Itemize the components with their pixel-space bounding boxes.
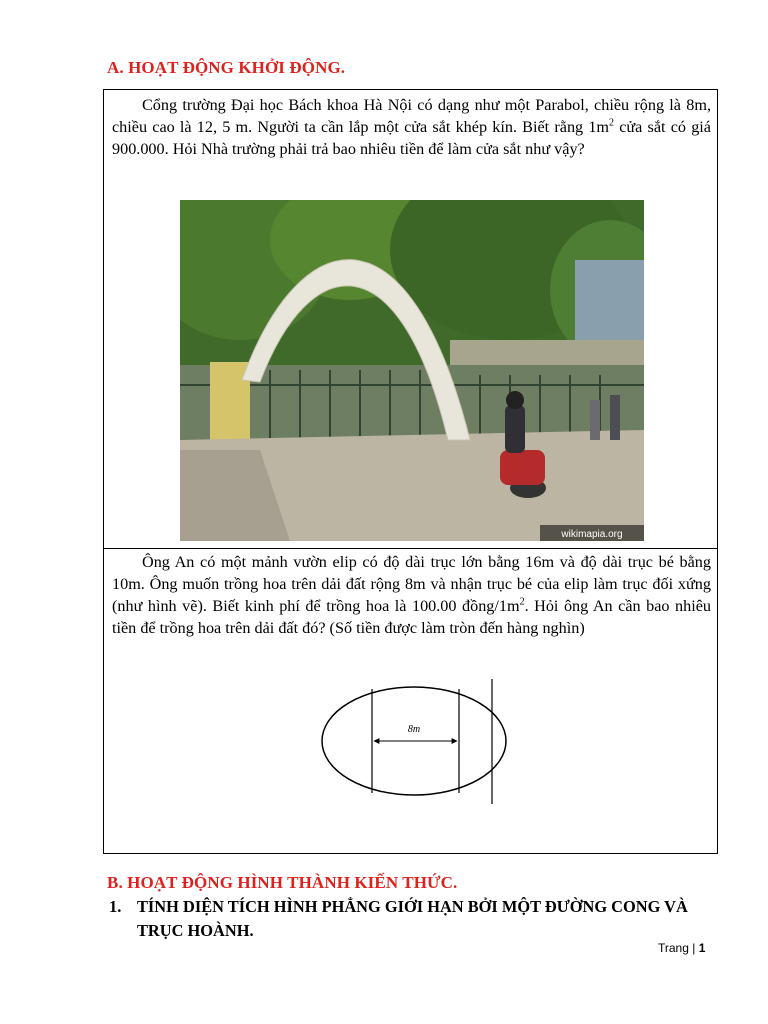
subsection-number: 1.: [109, 897, 122, 916]
section-b-heading: B. HOẠT ĐỘNG HÌNH THÀNH KIẾN THỨC.: [107, 873, 458, 892]
footer-separator: |: [692, 941, 696, 955]
page-footer: [658, 941, 705, 955]
problem-1-box: [103, 89, 718, 549]
problem-2-superscript: 2: [519, 596, 525, 608]
footer-label: Trang: [658, 941, 689, 955]
subsection-1-heading: [109, 895, 729, 943]
problem-1-text-part2: cửa sắt có giá 900.000. Hỏi Nhà trường phải trả bao nhiêu tiền để làm cửa sắt như vậy?: [112, 118, 711, 158]
university-gate-photo: [180, 200, 644, 541]
problem-2-text: [112, 551, 711, 639]
problem-1-text: [112, 94, 711, 160]
section-a-heading: A. HOẠT ĐỘNG KHỞI ĐỘNG.: [107, 58, 346, 77]
photo-watermark: wikimapia.org: [561, 529, 623, 540]
footer-page-number: 1: [698, 941, 706, 955]
ellipse-garden-diagram: [314, 679, 514, 809]
problem-2-box: [103, 548, 718, 854]
problem-1-text-part1: Cổng trường Đại học Bách khoa Hà Nội có dạng như một Parabol, chiều rộng là 8m, chiều cao là 12, 5 m. Người ta cần lắp một cửa sắt khép kín. Biết rằng 1m: [112, 96, 711, 136]
problem-1-superscript: 2: [609, 117, 615, 129]
subsection-title: TÍNH DIỆN TÍCH HÌNH PHẲNG GIỚI HẠN BỞI MỘT ĐƯỜNG CONG VÀ TRỤC HOÀNH.: [137, 897, 688, 940]
problem-2-text-part1: Ông An có một mảnh vườn elip có độ dài trục lớn bằng 16m và độ dài trục bé bằng 10m. Ông muốn trồng hoa trên dải đất rộng 8m và nhận trục bé của elip làm trục đối xứng (như hình vẽ). Biết kinh phí để trồng hoa là 100.00 đồng/1m: [112, 553, 711, 615]
width-label: 8m: [407, 724, 421, 735]
problem-2-text-part2: . Hỏi ông An cần bao nhiêu tiền để trồng hoa trên dải đất đó? (Số tiền được làm tròn đến hàng nghìn): [112, 597, 711, 637]
